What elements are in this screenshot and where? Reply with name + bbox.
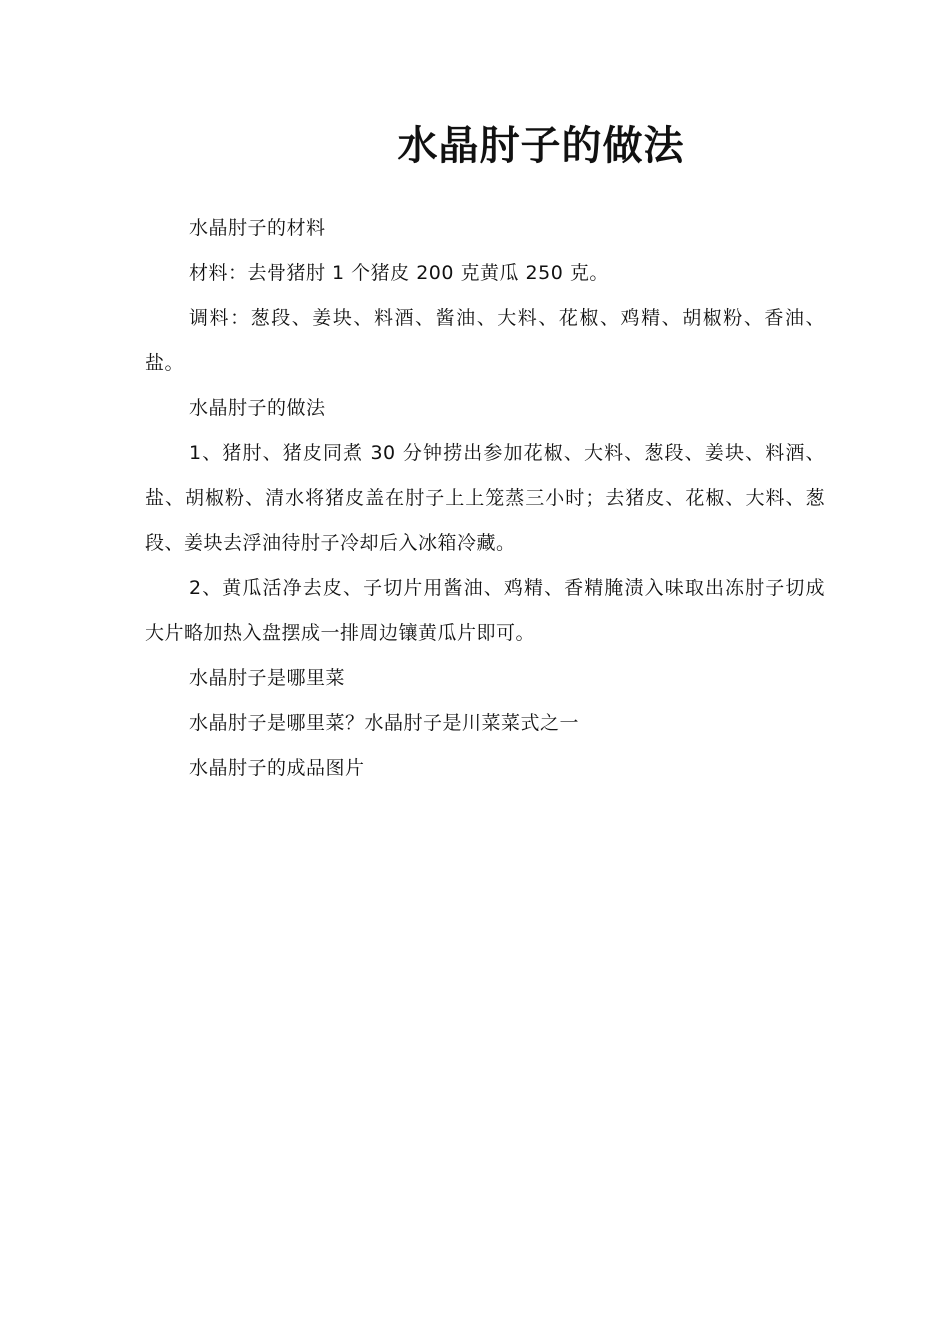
origin-paragraph: 水晶肘子是哪里菜？水晶肘子是川菜菜式之一 bbox=[189, 712, 580, 734]
ingredients-paragraph: 材料：去骨猪肘 1 个猪皮 200 克黄瓜 250 克。 bbox=[189, 262, 609, 284]
section-heading-method: 水晶肘子的做法 bbox=[189, 397, 326, 419]
document-body bbox=[145, 206, 825, 791]
document-title: 水晶肘子的做法 bbox=[397, 123, 685, 169]
section-heading-origin: 水晶肘子是哪里菜 bbox=[189, 667, 346, 689]
method-step-2: 2、黄瓜活净去皮、子切片用酱油、鸡精、香精腌渍入味取出冻肘子切成大片略加热入盘摆成一排周边镶黄瓜片即可。 bbox=[145, 577, 825, 644]
section-heading-pictures: 水晶肘子的成品图片 bbox=[189, 757, 365, 779]
section-heading-materials: 水晶肘子的材料 bbox=[189, 217, 326, 239]
seasonings-paragraph: 调料：葱段、姜块、料酒、酱油、大料、花椒、鸡精、胡椒粉、香油、盐。 bbox=[145, 307, 825, 374]
method-step-1: 1、猪肘、猪皮同煮 30 分钟捞出参加花椒、大料、葱段、姜块、料酒、盐、胡椒粉、清水将猪皮盖在肘子上上笼蒸三小时；去猪皮、花椒、大料、葱段、姜块去浮油待肘子冷却后入冰箱冷藏。 bbox=[145, 442, 825, 554]
